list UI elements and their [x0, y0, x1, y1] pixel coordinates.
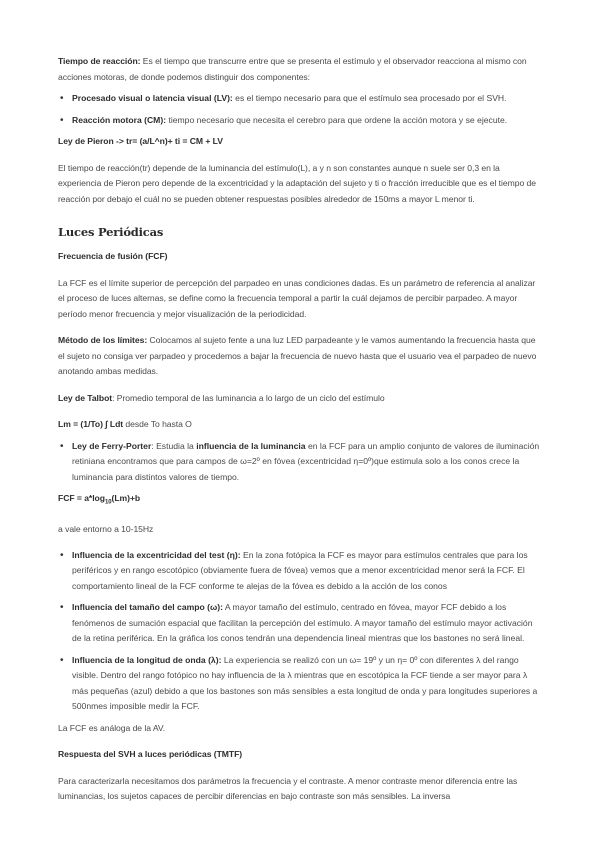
list-item-text: La experiencia se realizó con un ω= 19º y un η= 0º con diferentes λ del rango visible. Dentro del rango fotópico no hay influencia de la λ mientras que en escotópica la FCF tiende a ser mayor para λ más pequeñas (azul) debido a que los bastones son más sensibles a esta longitud de onda y para longitudes superiores a 500nmes imposible medir la FCF.: [72, 654, 538, 712]
list-item-text: tiempo necesario que necesita el cerebro para que ordene la acción motora y se ejecute.: [166, 114, 508, 125]
bullet-icon: •: [60, 440, 64, 452]
list-item: [58, 439, 542, 486]
list-item-term: Reacción motora (CM):: [72, 114, 167, 125]
list-item-term: Procesado visual o latencia visual (LV):: [72, 93, 233, 103]
fcf-formula: [58, 491, 542, 511]
fcf-title: [58, 249, 542, 265]
tmtf-text: Para caracterizarla necesitamos dos parámetros la frecuencia y el contraste. A menor contraste menor diferencia entre las luminancias, los sujetos capaces de percibir diferencias en bajo contraste son más sensibles. La inversa: [58, 775, 518, 802]
fcf-formula-sub: 10: [104, 499, 112, 506]
fcf-title-text: Frecuencia de fusión (FCF): [58, 251, 168, 261]
componentes-list: [58, 91, 542, 128]
tiempo-reaccion-paragraph: [58, 54, 542, 85]
list-item: [58, 600, 542, 647]
bullet-icon: •: [60, 114, 64, 126]
list-item-term: Influencia del tamaño del campo (ω):: [72, 602, 223, 613]
metodo-text: Colocamos al sujeto fente a una luz LED parpadeante y le vamos aumentando la frecuencia hasta que el sujeto no consiga ver parpadeo y procedemos a bajar la frecuencia de nuevo hasta que el usuario vea el parpadeo de nuevo anotando ambas medidas.: [58, 335, 537, 376]
fcf-av-text: La FCF es análoga de la AV.: [58, 722, 166, 733]
fcf-text: La FCF es el límite superior de percepción del parpadeo en unas condiciones dadas. Es un parámetro de referencia al analizar el proceso de luces alternas, se define como la frecuencia temporal a partir la cuál dejamos de percibir parpadeo. A mayor período menor frecuencia y mejor visualización de la periodicidad.: [58, 277, 536, 319]
bullet-icon: •: [60, 549, 64, 561]
list-item-term: Influencia de la excentricidad del test (η):: [72, 549, 241, 560]
list-item-text: En la zona fotópica la FCF es mayor para estímulos centrales que para los periféricos y en rango escotópico (obviamente fuera de fóvea) vemos que a menor excentricidad menor será la FCF. El comportamiento lineal de la FCF conforme te alejas de la fóvea es debido a la acción de los conos: [72, 549, 528, 591]
metodo-paragraph: [58, 333, 542, 380]
tiempo-reaccion-text: Es el tiempo que transcurre entre que se presenta el estímulo y el observador reacciona al mismo con acciones motoras, de donde podemos distinguir dos componentes:: [58, 56, 527, 82]
bullet-icon: •: [60, 93, 64, 104]
talbot-paragraph: [58, 391, 542, 407]
bullet-icon: •: [60, 602, 64, 614]
fcf-formula-b: (Lm)+b: [111, 493, 141, 503]
list-item-term: Influencia de la longitud de onda (λ):: [72, 654, 222, 665]
ferry-text-b: en la FCF para un amplio conjunto de valores de iluminación retiniana encontramos que para campos de ω=2º en fóvea (excentricidad η=0º)que estimula solo a los conos crece la luminancia para distintos valores de tiempo.: [72, 440, 540, 482]
list-item-text: A mayor tamaño del estímulo, centrado en fóvea, mayor FCF debido a los fenómenos de sumación espacial que facilitan la percepción del estímulo. A mayor tamaño del estímulo mayor activación de la retina periférica. En la gráfica los conos tendrán una dependencia lineal mientras que los bastones no será lineal.: [72, 602, 533, 644]
list-item: [58, 548, 542, 595]
talbot-term: Ley de Talbot: [58, 392, 113, 403]
ley-pieron-text: El tiempo de reacción(tr) depende de la luminancia del estímulo(L), a y n son constantes aunque n suele ser 0,3 en la experiencia de Pieron pero depende de la excentricidad y la adaptación del sujeto y ti o fracción irreducible que es el tiempo de reacción por debajo el cuál no se pueden obtener respuestas posibles alrededor de 150ms a mayor L menor ti.: [58, 162, 536, 204]
a-vale-text: a vale entorno a 10-15Hz: [58, 524, 154, 535]
section-heading-luces: Luces Periódicas: [58, 225, 164, 239]
influencias-list: [58, 548, 542, 715]
ferry-term: Ley de Ferry-Porter: [72, 440, 152, 451]
list-item: [58, 653, 542, 715]
metodo-term: Método de los límites:: [58, 335, 148, 345]
tmtf-title-text: Respuesta del SVH a luces periódicas (TMTF): [58, 749, 243, 760]
ferry-text-a: : Estudia la: [151, 440, 197, 451]
fcf-formula-a: FCF = a*log: [58, 493, 105, 503]
list-item: [58, 113, 542, 129]
ley-pieron-title: [58, 134, 542, 150]
lm-text: desde To hasta O: [123, 419, 192, 429]
lm-formula: Lm = (1/To) ∫ Ldt: [58, 419, 124, 429]
lm-paragraph: [58, 417, 542, 433]
ferry-list: [58, 439, 542, 486]
list-item: [58, 91, 542, 107]
ley-pieron-formula: Ley de Pieron -> tr= (a/L^n)+ ti = CM + LV: [58, 136, 223, 146]
list-item-text: es el tiempo necesario para que el estímulo sea procesado por el SVH.: [232, 93, 507, 103]
tiempo-reaccion-term: Tiempo de reacción:: [58, 56, 141, 66]
talbot-text: : Promedio temporal de las luminancia a lo largo de un ciclo del estímulo: [112, 392, 385, 403]
ferry-bold: influencia de la luminancia: [196, 440, 306, 451]
tmtf-title: [58, 747, 542, 763]
bullet-icon: •: [60, 654, 64, 666]
